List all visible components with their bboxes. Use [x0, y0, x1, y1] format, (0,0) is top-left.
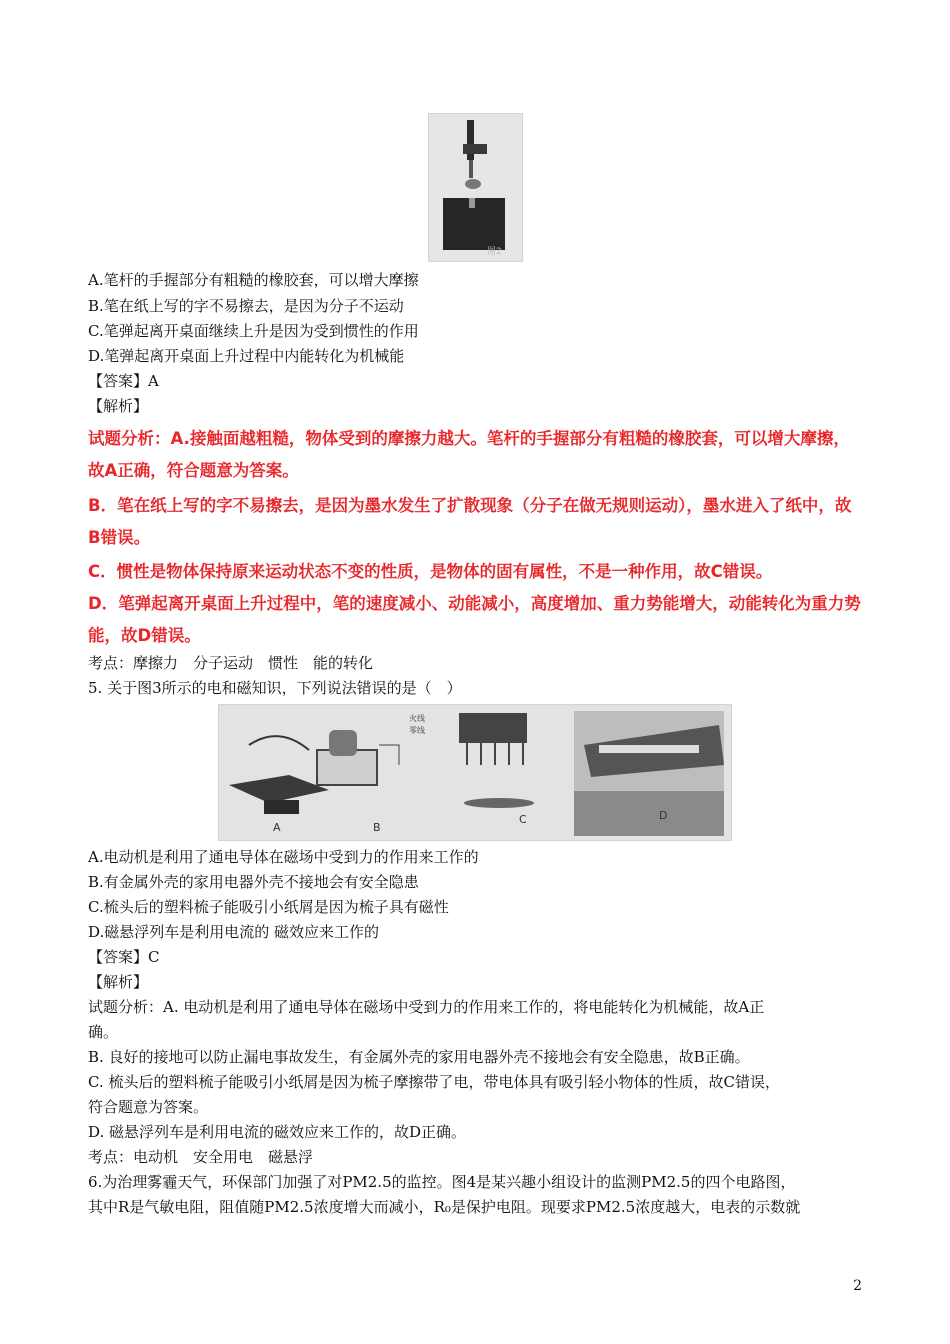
- q5-question: 5. 关于图3所示的电和磁知识，下列说法错误的是（ ）: [88, 679, 462, 697]
- q4-analysis-line: 能，故D错误。: [88, 626, 201, 645]
- q5-answer: 【答案】C: [88, 948, 160, 966]
- q4-analysis-line: B错误。: [88, 528, 151, 547]
- electricity-magnetism-figure: [218, 704, 732, 841]
- q5-option-b: B.有金属外壳的家用电器外壳不接地会有安全隐患: [88, 873, 419, 891]
- figure-panels: [219, 705, 731, 840]
- q5-option-c: C.梳头后的塑料梳子能吸引小纸屑是因为梳子具有磁性: [88, 898, 449, 916]
- figure-small-text: 火线: [409, 714, 425, 723]
- q4-answer: 【答案】A: [88, 372, 159, 390]
- q4-analysis-line: 试题分析：A.接触面越粗糙，物体受到的摩擦力越大。笔杆的手握部分有粗糙的橡胶套，可以增大摩擦，: [88, 429, 850, 448]
- q4-analysis-line: B．笔在纸上写的字不易擦去，是因为墨水发生了扩散现象（分子在做无规则运动），墨水进入了纸中，故: [88, 496, 852, 515]
- q4-analysis-line: C．惯性是物体保持原来运动状态不变的性质，是物体的固有属性，不是一种作用，故C错误。: [88, 562, 773, 581]
- figure-label-c: C: [519, 813, 527, 826]
- q5-analysis-line: B. 良好的接地可以防止漏电事故发生，有金属外壳的家用电器外壳不接地会有安全隐患，故B正确。: [88, 1048, 750, 1066]
- q4-kaodian: 考点：摩擦力 分子运动 惯性 能的转化: [88, 654, 374, 672]
- q5-analysis-line: 试题分析：A. 电动机是利用了通电导体在磁场中受到力的作用来工作的，将电能转化为机械能，故A正: [88, 998, 765, 1016]
- q5-analysis-line: C. 梳头后的塑料梳子能吸引小纸屑是因为梳子摩擦带了电，带电体具有吸引轻小物体的性质，故C错误，: [88, 1073, 780, 1091]
- q5-analysis-label: 【解析】: [88, 973, 149, 991]
- q4-analysis-line: D．笔弹起离开桌面上升过程中，笔的速度减小、动能减小，高度增加、重力势能增大，动能转化为重力势: [88, 594, 861, 613]
- figure-caption: 图2: [487, 247, 502, 257]
- figure-small-text: 零线: [409, 726, 425, 735]
- q5-option-d: D.磁悬浮列车是利用电流的 磁效应来工作的: [88, 923, 380, 941]
- figure-label-b: B: [373, 821, 381, 834]
- q5-kaodian: 考点：电动机 安全用电 磁悬浮: [88, 1148, 314, 1166]
- q5-analysis-line: D. 磁悬浮列车是利用电流的磁效应来工作的，故D正确。: [88, 1123, 467, 1141]
- figure-label-d: D: [659, 809, 668, 822]
- q6-line: 6.为治理雾霾天气，环保部门加强了对PM2.5的监控。图4是某兴趣小组设计的监测PM2.5的四个电路图，: [88, 1173, 796, 1191]
- figure-label-a: A: [273, 821, 281, 834]
- q5-option-a: A.电动机是利用了通电导体在磁场中受到力的作用来工作的: [88, 848, 479, 866]
- q4-option-d: D.笔弹起离开桌面上升过程中内能转化为机械能: [88, 347, 405, 365]
- q4-analysis-line: 故A正确，符合题意为答案。: [88, 461, 299, 480]
- q6-line: 其中R是气敏电阻，阻值随PM2.5浓度增大而减小，R₀是保护电阻。现要求PM2.5浓度越大，电表的示数就: [88, 1198, 801, 1216]
- pen-figure: [428, 113, 523, 262]
- pen-illustration: [429, 114, 522, 261]
- q4-option-b: B.笔在纸上写的字不易擦去，是因为分子不运动: [88, 297, 404, 315]
- q5-analysis-line: 符合题意为答案。: [88, 1098, 209, 1116]
- q4-option-a: A.笔杆的手握部分有粗糙的橡胶套，可以增大摩擦: [88, 271, 419, 289]
- q4-option-c: C.笔弹起离开桌面继续上升是因为受到惯性的作用: [88, 322, 419, 340]
- page-number: 2: [853, 1278, 862, 1294]
- q5-analysis-line: 确。: [88, 1023, 119, 1041]
- q4-analysis-label: 【解析】: [88, 397, 149, 415]
